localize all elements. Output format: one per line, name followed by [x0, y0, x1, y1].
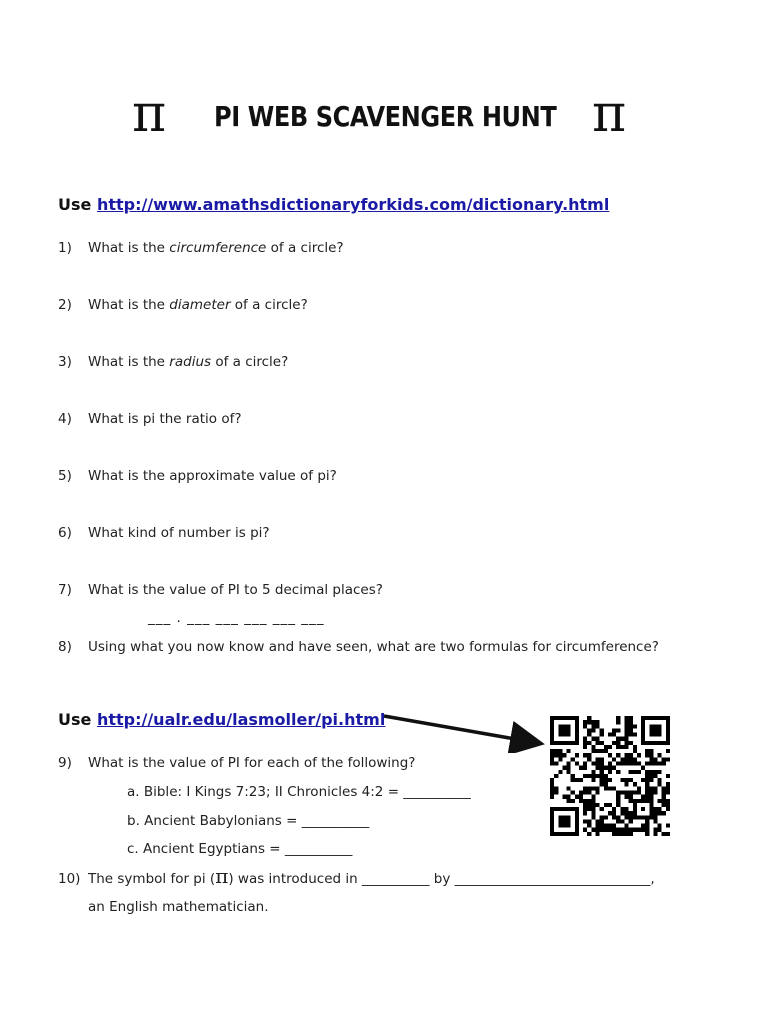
question-number: 4): [58, 411, 72, 427]
section1-use-line: [58, 195, 609, 214]
question-text: Using what you now know and have seen, what are two formulas for circumference?: [88, 639, 659, 655]
pi-symbol-inline: π: [215, 864, 229, 888]
question-term: circumference: [169, 240, 267, 256]
question-text: What is the value of PI for each of the following?: [88, 755, 416, 771]
question-text: The symbol for pi (: [88, 871, 216, 887]
question-9: [58, 755, 415, 771]
ualr-pi-link[interactable]: http://ualr.edu/lasmoller/pi.html: [96, 710, 386, 729]
question-text: What is the: [88, 354, 170, 370]
question-number: 7): [58, 582, 72, 598]
question-number: 8): [58, 639, 72, 655]
question-number: 10): [58, 871, 81, 887]
question-text: ) was introduced in __________ by _____________________________,: [228, 871, 655, 887]
dictionary-link[interactable]: http://www.amathsdictionaryforkids.com/dictionary.html: [96, 195, 610, 214]
question-term: radius: [169, 354, 212, 370]
question-5: [58, 468, 337, 484]
question-number: 1): [58, 240, 72, 256]
question-text: of a circle?: [211, 354, 289, 370]
question-1: [58, 240, 344, 256]
question-text: of a circle?: [266, 240, 344, 256]
question-text: What is the approximate value of pi?: [88, 468, 337, 484]
pi-symbol-right: π: [592, 84, 627, 144]
question-10-line2: an English mathematician.: [88, 899, 269, 915]
question-term: diameter: [169, 297, 231, 313]
question-number: 9): [58, 755, 72, 771]
question-text: What kind of number is pi?: [88, 525, 270, 541]
pi-symbol-left: π: [132, 84, 167, 144]
question-text: of a circle?: [230, 297, 308, 313]
qr-code: [550, 716, 670, 836]
question-7: [58, 582, 383, 598]
question-text: What is the value of PI to 5 decimal places?: [88, 582, 383, 598]
question-2: [58, 297, 308, 313]
page-title: PI WEB SCAVENGER HUNT: [214, 100, 557, 133]
decimal-blanks: ___ . ___ ___ ___ ___ ___: [148, 610, 325, 626]
question-9b: b. Ancient Babylonians = __________: [127, 813, 370, 829]
section2-use-line: [58, 710, 385, 729]
question-text: What is pi the ratio of?: [88, 411, 242, 427]
question-9c: c. Ancient Egyptians = __________: [127, 841, 353, 857]
question-number: 5): [58, 468, 72, 484]
question-4: [58, 411, 242, 427]
arrow-icon: [380, 708, 550, 753]
question-number: 2): [58, 297, 72, 313]
question-3: [58, 354, 288, 370]
question-6: [58, 525, 270, 541]
question-number: 6): [58, 525, 72, 541]
question-9a: a. Bible: I Kings 7:23; II Chronicles 4:2 = __________: [127, 784, 471, 800]
use-label: Use: [58, 195, 92, 214]
question-8: [58, 639, 659, 655]
question-text: What is the: [88, 240, 170, 256]
question-number: 3): [58, 354, 72, 370]
use-label: Use: [58, 710, 92, 729]
question-10: [58, 864, 655, 888]
question-text: What is the: [88, 297, 170, 313]
